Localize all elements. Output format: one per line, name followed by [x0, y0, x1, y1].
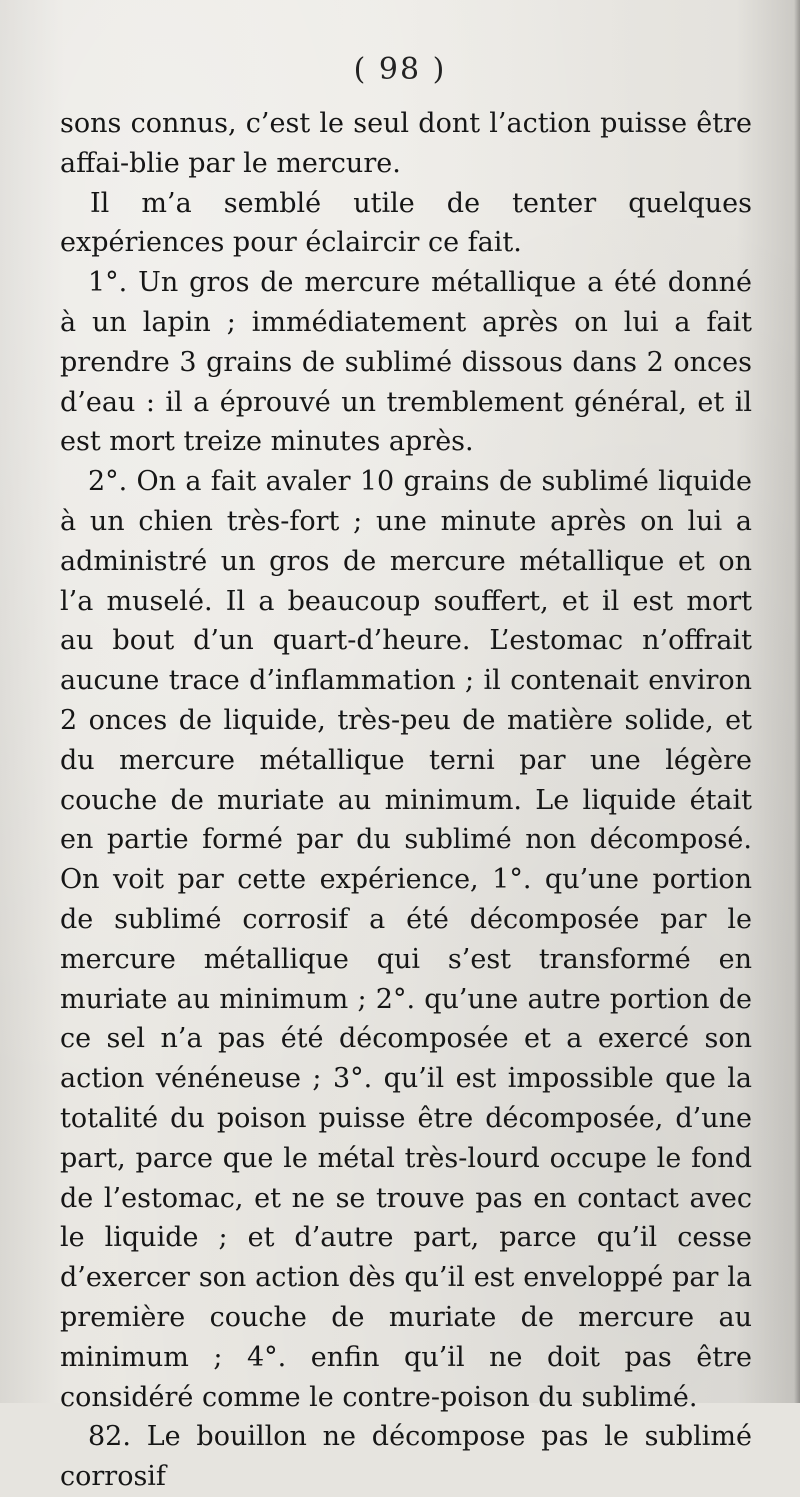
paragraph-experiment-2: 2°. On a fait avaler 10 grains de sublimé liquide à un chien très-fort ; une minute après on lui a administré un gros de mercure métallique et on l’a muselé. Il a beaucoup souffert, et il est mort au bout d’un quart-d’heure. L’estomac n’offrait aucune trace d’inflammation ; il contenait environ 2 onces de liquide, très-peu de matière solide, et du mercure métallique terni par une légère couche de muriate au minimum. Le liquide était en partie formé par du sublimé non décomposé. On voit par cette expérience, 1°. qu’une portion de sublimé corrosif a été décomposée par le mercure métallique qui s’est transformé en muriate au minimum ; 2°. qu’une autre portion de ce sel n’a pas été décomposée et a exercé son action vénéneuse ; 3°. qu’il est impossible que la totalité du poison puisse être décomposée, d’une part, parce que le métal très-lourd occupe le fond de l’estomac, et ne se trouve pas en contact avec le liquide ; et d’autre part, parce qu’il cesse d’exercer son action dès qu’il est enveloppé par la première couche de muriate de mercure au minimum ; 4°. enfin qu’il ne doit pas être considéré comme le contre-poison du sublimé. [60, 466, 752, 1413]
paragraph-section-82: 82. Le bouillon ne décompose pas le sublimé corrosif [60, 1421, 752, 1493]
page-number: ( 98 ) [353, 52, 447, 87]
paragraph-experiment-1: 1°. Un gros de mercure métallique a été donné à un lapin ; immédiatement après on lui a fait prendre 3 grains de sublimé dissous dans 2 onces d’eau : il a éprouvé un tremblement général, et il est mort treize minutes après. [60, 267, 752, 458]
page-edge-shadow [794, 0, 800, 1403]
body-text [60, 104, 752, 1497]
paragraph-intro: Il m’a semblé utile de tenter quelques expériences pour éclaircir ce fait. [60, 187, 752, 259]
paragraph-continuation: sons connus, c’est le seul dont l’action puisse être affai-blie par le mercure. [60, 108, 752, 179]
